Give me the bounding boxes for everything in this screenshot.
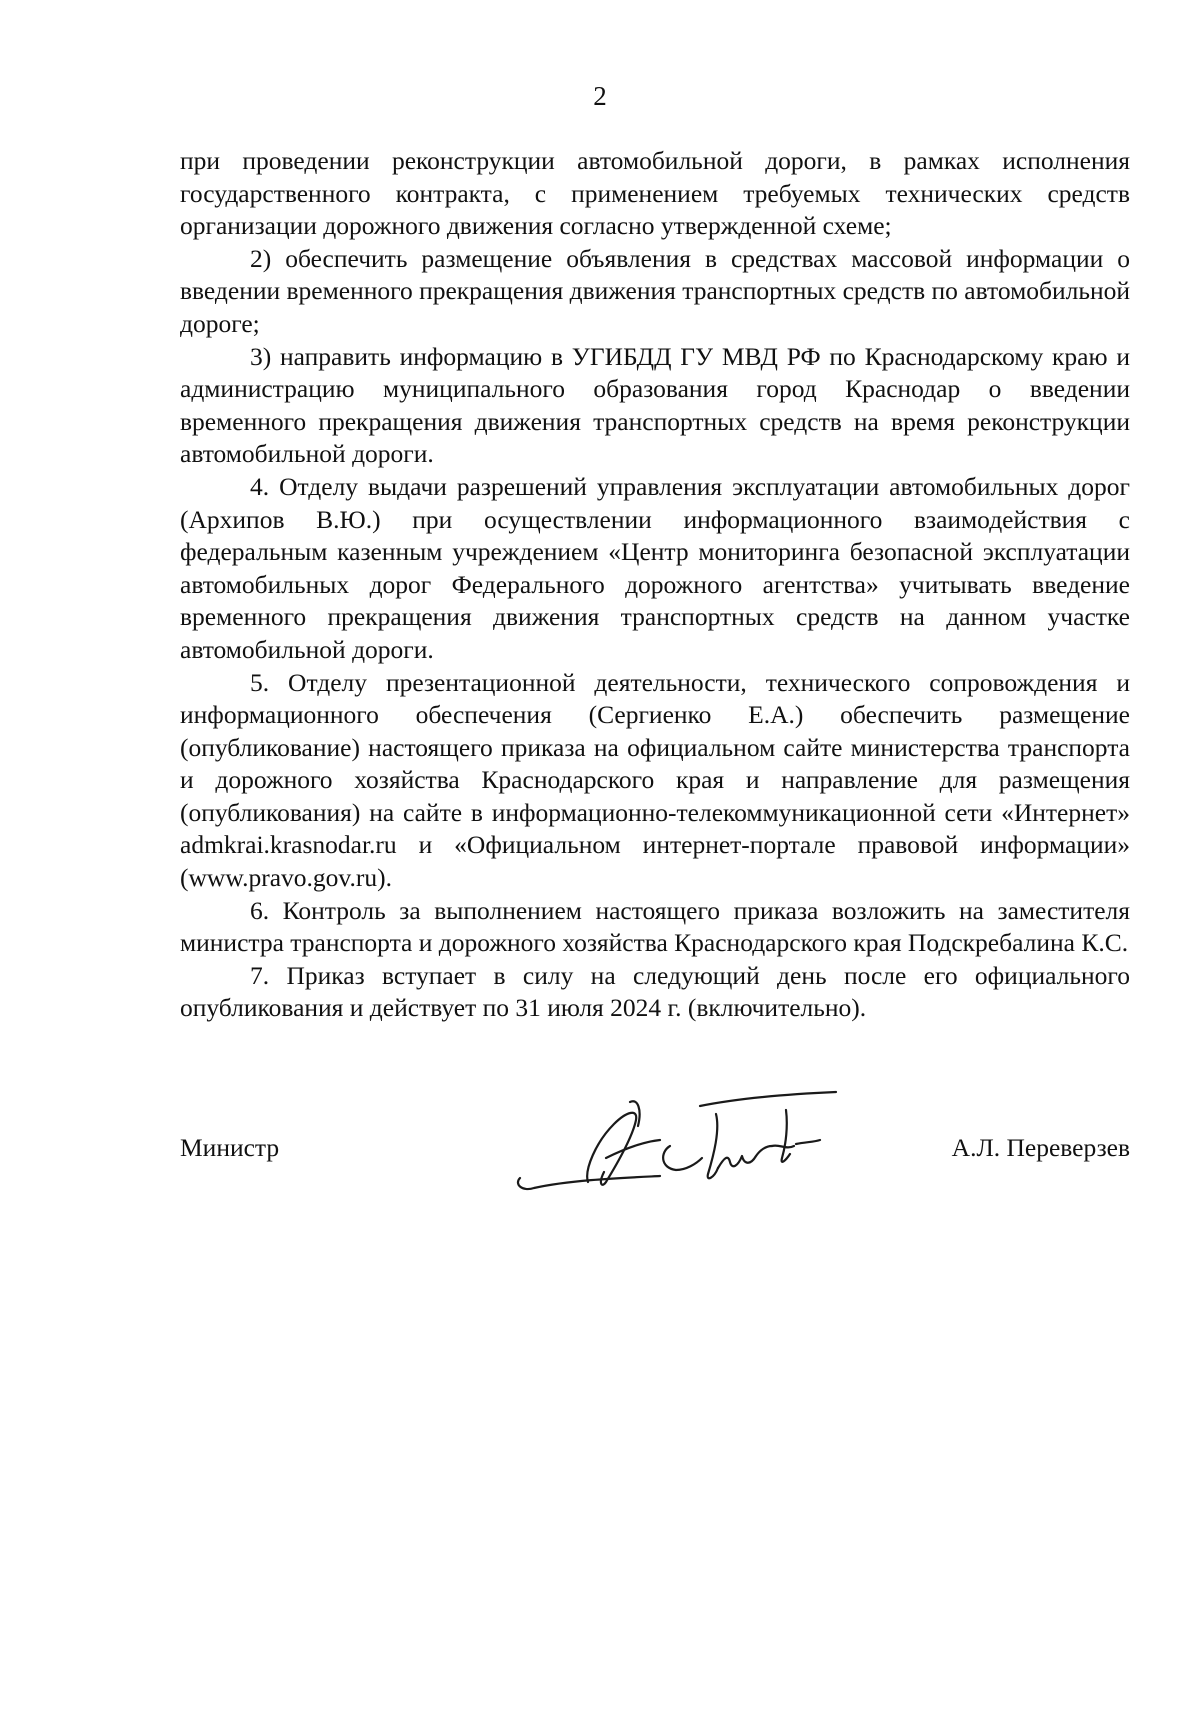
- paragraph-7: 7. Приказ вступает в силу на следующий день после его официального опубликования и действует по 31 июля 2024 г. (включительно).: [180, 960, 1130, 1023]
- paragraph-3: 3) направить информацию в УГИБДД ГУ МВД РФ по Краснодарскому краю и администрацию муниципального образования город Краснодар о введении временного прекращения движения транспортных средств на время реконструкции автомобильной дороги.: [180, 341, 1130, 469]
- paragraph-6: 6. Контроль за выполнением настоящего приказа возложить на заместителя министра транспорта и дорожного хозяйства Краснодарского края Подскребалина К.С.: [180, 895, 1130, 958]
- page-number: 2: [593, 81, 607, 111]
- signatory-name: А.Л. Переверзев: [951, 1133, 1130, 1162]
- document-body: [180, 145, 1130, 1025]
- handwritten-signature: [510, 1080, 850, 1215]
- paragraph-1: при проведении реконструкции автомобильной дороги, в рамках исполнения государственного контракта, с применением требуемых технических средств организации дорожного движения согласно утвержденной схеме;: [180, 146, 1130, 241]
- signatory-title: Министр: [180, 1133, 280, 1162]
- paragraph-2: 2) обеспечить размещение объявления в средствах массовой информации о введении временного прекращения движения транспортных средств по автомобильной дороге;: [180, 243, 1130, 338]
- paragraph-5: 5. Отделу презентационной деятельности, технического сопровождения и информационного обеспечения (Сергиенко Е.А.) обеспечить размещение (опубликование) настоящего приказа на официальном сайте министерства транспорта и дорожного хозяйства Краснодарского края и направление для размещения (опубликования) на сайте в информационно-телекоммуникационной сети «Интернет» admkrai.krasnodar.ru и «Официальном интернет-портале правовой информации» (www.pravo.gov.ru).: [180, 667, 1130, 893]
- signature-block: [180, 1080, 1130, 1220]
- paragraph-4: 4. Отделу выдачи разрешений управления эксплуатации автомобильных дорог (Архипов В.Ю.) при осуществлении информационного взаимодействия с федеральным казенным учреждением «Центр мониторинга безопасной эксплуатации автомобильных дорог Федерального дорожного агентства» учитывать введение временного прекращения движения транспортных средств на данном участке автомобильной дороги.: [180, 471, 1130, 664]
